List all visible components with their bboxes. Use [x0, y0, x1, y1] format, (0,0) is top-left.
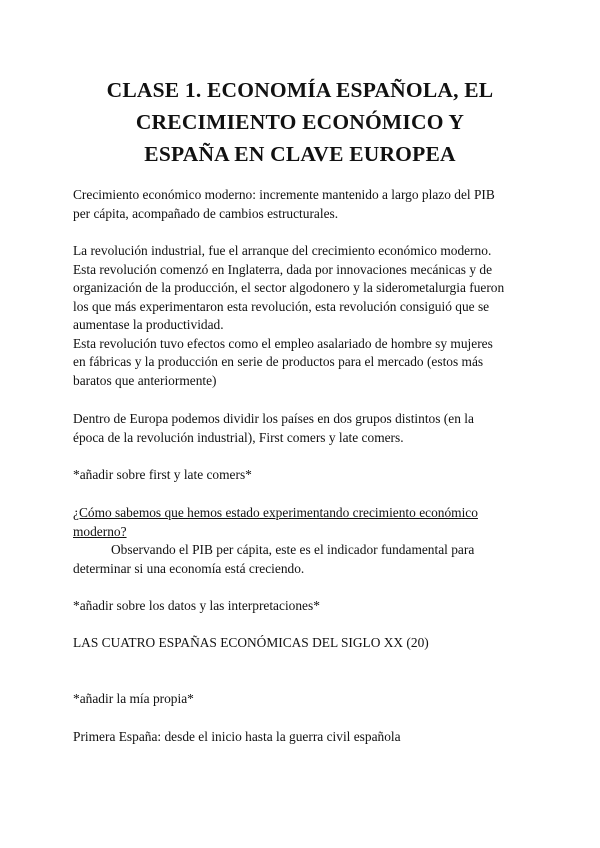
- industrial-revolution-paragraph: [73, 242, 543, 390]
- note-data-interpretations: [73, 597, 543, 616]
- section-heading-text: LAS CUATRO ESPAÑAS ECONÓMICAS DEL SIGLO XX (20): [73, 635, 429, 650]
- text-line: Esta revolución tuvo efectos como el empleo asalariado de hombre sy mujeres: [73, 335, 493, 351]
- text-line: en fábricas y la producción en serie de productos para el mercado (estos más: [73, 354, 484, 369]
- text-line: per cápita, acompañado de cambios estructurales.: [73, 205, 339, 221]
- note-own-view: [73, 690, 543, 709]
- text-line: Crecimiento económico moderno: incremente mantenido a largo plazo del PIB: [73, 187, 495, 202]
- title-line: CLASE 1. ECONOMÍA ESPAÑOLA, EL: [106, 78, 494, 102]
- text-line: Primera España: desde el inicio hasta la guerra civil española: [73, 729, 401, 744]
- text-line: *añadir la mía propia*: [73, 691, 194, 706]
- text-line: *añadir sobre los datos y las interpretaciones*: [73, 598, 320, 613]
- text-line: aumentase la productividad.: [73, 317, 224, 332]
- note-first-late-comers: [73, 466, 543, 485]
- section-heading: [73, 634, 543, 653]
- text-line: Dentro de Europa podemos dividir los países en dos grupos distintos (en la: [73, 411, 474, 426]
- text-line: los que más experimentaron esta revolución, esta revolución consiguió que se: [73, 298, 490, 314]
- text-line: determinar si una economía está creciendo.: [73, 560, 305, 576]
- text-line: época de la revolución industrial), First comers y late comers.: [73, 429, 404, 445]
- text-line: *añadir sobre first y late comers*: [73, 467, 252, 482]
- answer-block: [73, 541, 543, 578]
- text-line: organización de la producción, el sector algodonero y la siderometalurgia fueron: [73, 280, 505, 295]
- title-line: ESPAÑA EN CLAVE EUROPEA: [144, 142, 456, 166]
- question-line: moderno?: [73, 523, 127, 539]
- first-spain-paragraph: [73, 728, 543, 747]
- document-title: [50, 74, 550, 170]
- question-line: ¿Cómo sabemos que hemos estado experimentando crecimiento económico: [73, 505, 478, 520]
- europe-groups-paragraph: [73, 410, 543, 447]
- text-line: La revolución industrial, fue el arranque del crecimiento económico moderno.: [73, 243, 492, 258]
- text-line: Esta revolución comenzó en Inglaterra, dada por innovaciones mecánicas y de: [73, 261, 493, 277]
- question-block: [73, 504, 543, 541]
- title-line: CRECIMIENTO ECONÓMICO Y: [135, 110, 465, 134]
- text-line: baratos que anteriormente): [73, 372, 217, 388]
- text-line: Observando el PIB per cápita, este es el indicador fundamental para: [111, 542, 475, 557]
- definition-paragraph: [73, 186, 543, 223]
